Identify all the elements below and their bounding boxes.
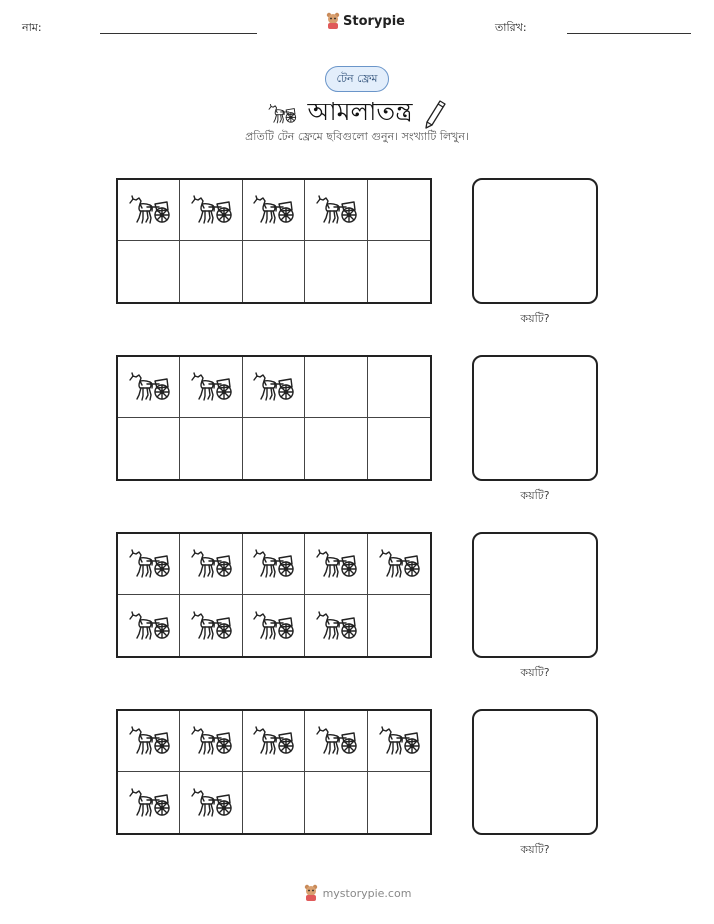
name-line[interactable] [100,33,257,34]
horse-carriage-icon [189,548,233,580]
ten-frame [116,178,432,304]
ten-frame-cell [305,711,367,772]
ten-frame-cell [368,772,430,833]
horse-carriage-icon [314,610,358,642]
ten-frame-cell [243,772,305,833]
ten-frame-cell [180,711,242,772]
horse-carriage-icon [189,610,233,642]
horse-carriage-icon [251,725,295,757]
horse-carriage-icon [251,548,295,580]
ten-frame-cell [305,772,367,833]
horse-carriage-icon [314,194,358,226]
ten-frame-cell [243,534,305,595]
horse-carriage-icon [127,787,171,819]
horse-carriage-icon [127,610,171,642]
ten-frame-cell [118,711,180,772]
ten-frame-cell [118,241,180,302]
worksheet-header [0,0,714,50]
instructions: প্রতিটি টেন ফ্রেমে ছবিগুলো গুনুন। সংখ্যাটি লিখুন। [245,130,469,143]
ten-frame-cell [180,357,242,418]
horse-carriage-icon [127,194,171,226]
ten-frame-cell [305,241,367,302]
horse-carriage-icon [127,371,171,403]
ten-frame-cell [118,418,180,479]
answer-label: কয়টি? [520,489,550,502]
ten-frame-cell [305,357,367,418]
ten-frame-cell [118,180,180,241]
horse-carriage-icon [251,610,295,642]
ten-frame-cell [243,711,305,772]
ten-frame-cell [180,534,242,595]
ten-frame-cell [180,180,242,241]
ten-frame [116,709,432,835]
horse-carriage-icon [251,194,295,226]
page-title: আমলাতন্ত্র [307,97,413,126]
ten-frame-cell [368,595,430,656]
bear-mascot-icon [303,884,319,902]
ten-frame-cell [180,772,242,833]
horse-carriage-icon [377,725,421,757]
date-line[interactable] [567,33,691,34]
ten-frame-cell [368,418,430,479]
horse-carriage-icon [189,371,233,403]
ten-frame-cell [180,241,242,302]
answer-box[interactable] [472,532,598,658]
ten-frame-cell [180,418,242,479]
ten-frame-cell [243,241,305,302]
answer-box[interactable] [472,178,598,304]
bear-mascot-icon [326,12,340,30]
answer-label: কয়টি? [520,843,550,856]
brand-logo [326,12,405,30]
name-label: নাম: [22,21,42,34]
horse-carriage-icon [314,548,358,580]
answer-box[interactable] [472,355,598,481]
horse-carriage-icon [189,787,233,819]
ten-frame-cell [243,357,305,418]
ten-frame-cell [368,711,430,772]
ten-frame-cell [305,534,367,595]
worksheet-type-badge: টেন ফ্রেম [325,66,389,92]
horse-carriage-icon [189,194,233,226]
horse-carriage-icon [251,371,295,403]
ten-frame-cell [243,418,305,479]
pencil-icon [423,99,447,129]
answer-label: কয়টি? [520,312,550,325]
ten-frame-cell [368,241,430,302]
ten-frame-cell [243,595,305,656]
ten-frame-cell [305,418,367,479]
ten-frame-cell [305,180,367,241]
ten-frame-cell [368,534,430,595]
ten-frame-cell [118,595,180,656]
answer-label: কয়টি? [520,666,550,679]
horse-carriage-icon [127,548,171,580]
ten-frame-cell [368,180,430,241]
ten-frame-cell [118,534,180,595]
date-label: তারিখ: [495,21,527,34]
horse-carriage-icon [267,103,297,125]
ten-frame-cell [243,180,305,241]
ten-frame-cell [118,357,180,418]
ten-frame-cell [368,357,430,418]
horse-carriage-icon [314,725,358,757]
horse-carriage-icon [377,548,421,580]
ten-frame-cell [305,595,367,656]
ten-frame [116,532,432,658]
ten-frame [116,355,432,481]
footer-url[interactable]: mystorypie.com [322,886,412,900]
footer [0,884,714,902]
horse-carriage-icon [189,725,233,757]
ten-frame-cell [118,772,180,833]
horse-carriage-icon [127,725,171,757]
brand-name: Storypie [343,13,405,29]
ten-frame-cell [180,595,242,656]
answer-box[interactable] [472,709,598,835]
